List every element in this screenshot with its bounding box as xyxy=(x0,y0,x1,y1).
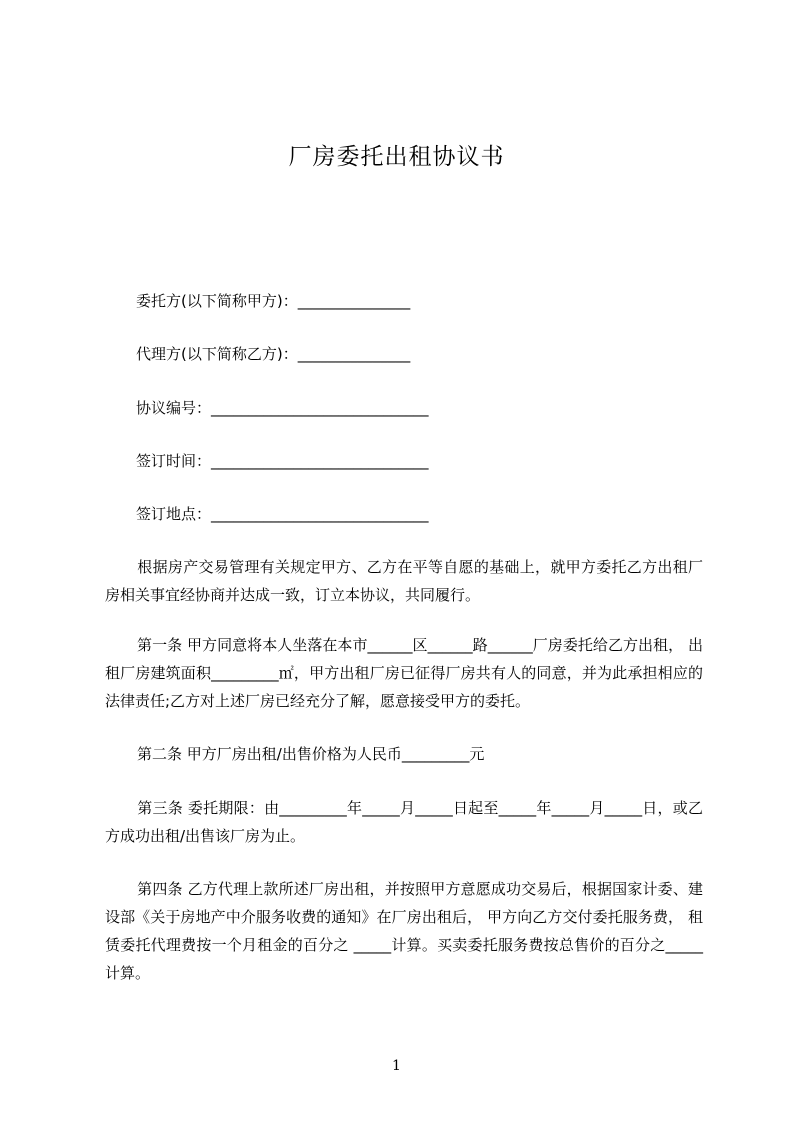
field-client: 委托方(以下简称甲方)：_______________ xyxy=(136,292,411,310)
paragraph-article-2 xyxy=(105,740,703,768)
document-title: 厂房委托出租协议书 xyxy=(288,144,505,170)
paragraph-article-3-text: 第三条 委托期限：由_________年_____月_____日起至_____年_____月_____日，或乙方成功出租/出售该厂房为止。 xyxy=(105,799,703,845)
paragraph-article-4 xyxy=(105,875,703,987)
field-agent: 代理方(以下简称乙方)：_______________ xyxy=(136,345,411,363)
field-signing-date: 签订时间：_____________________________ xyxy=(136,452,429,470)
paragraph-article-2-text: 第二条 甲方厂房出租/出售价格为人民币_________元 xyxy=(137,745,485,763)
field-signing-place: 签订地点：_____________________________ xyxy=(136,505,429,523)
paragraph-article-3 xyxy=(105,794,703,850)
paragraph-preamble-text: 根据房产交易管理有关规定甲方、乙方在平等自愿的基础上，就甲方委托乙方出租厂房相关事宜经协商并达成一致，订立本协议，共同履行。 xyxy=(105,558,703,604)
paragraph-preamble xyxy=(105,553,703,609)
field-agreement-number: 协议编号：_____________________________ xyxy=(136,399,429,417)
paragraph-article-1 xyxy=(105,631,703,715)
page-number: 1 xyxy=(392,1058,401,1074)
paragraph-article-1-text: 第一条 甲方同意将本人坐落在本市______区______路______厂房委托给乙方出租， 出租厂房建筑面积_________㎡，甲方出租厂房已征得厂房共有人的同意，并为此承担相应的法律责任;乙方对上述厂房已经充分了解，愿意接受甲方的委托。 xyxy=(105,636,703,710)
paragraph-article-4-text: 第四条 乙方代理上款所述厂房出租，并按照甲方意愿成功交易后，根据国家计委、建设部《关于房地产中介服务收费的通知》在厂房出租后， 甲方向乙方交付委托服务费， 租赁委托代理费按一个月租金的百分之 _____计算。买卖委托服务费按总售价的百分之_____计算。 xyxy=(105,880,703,982)
